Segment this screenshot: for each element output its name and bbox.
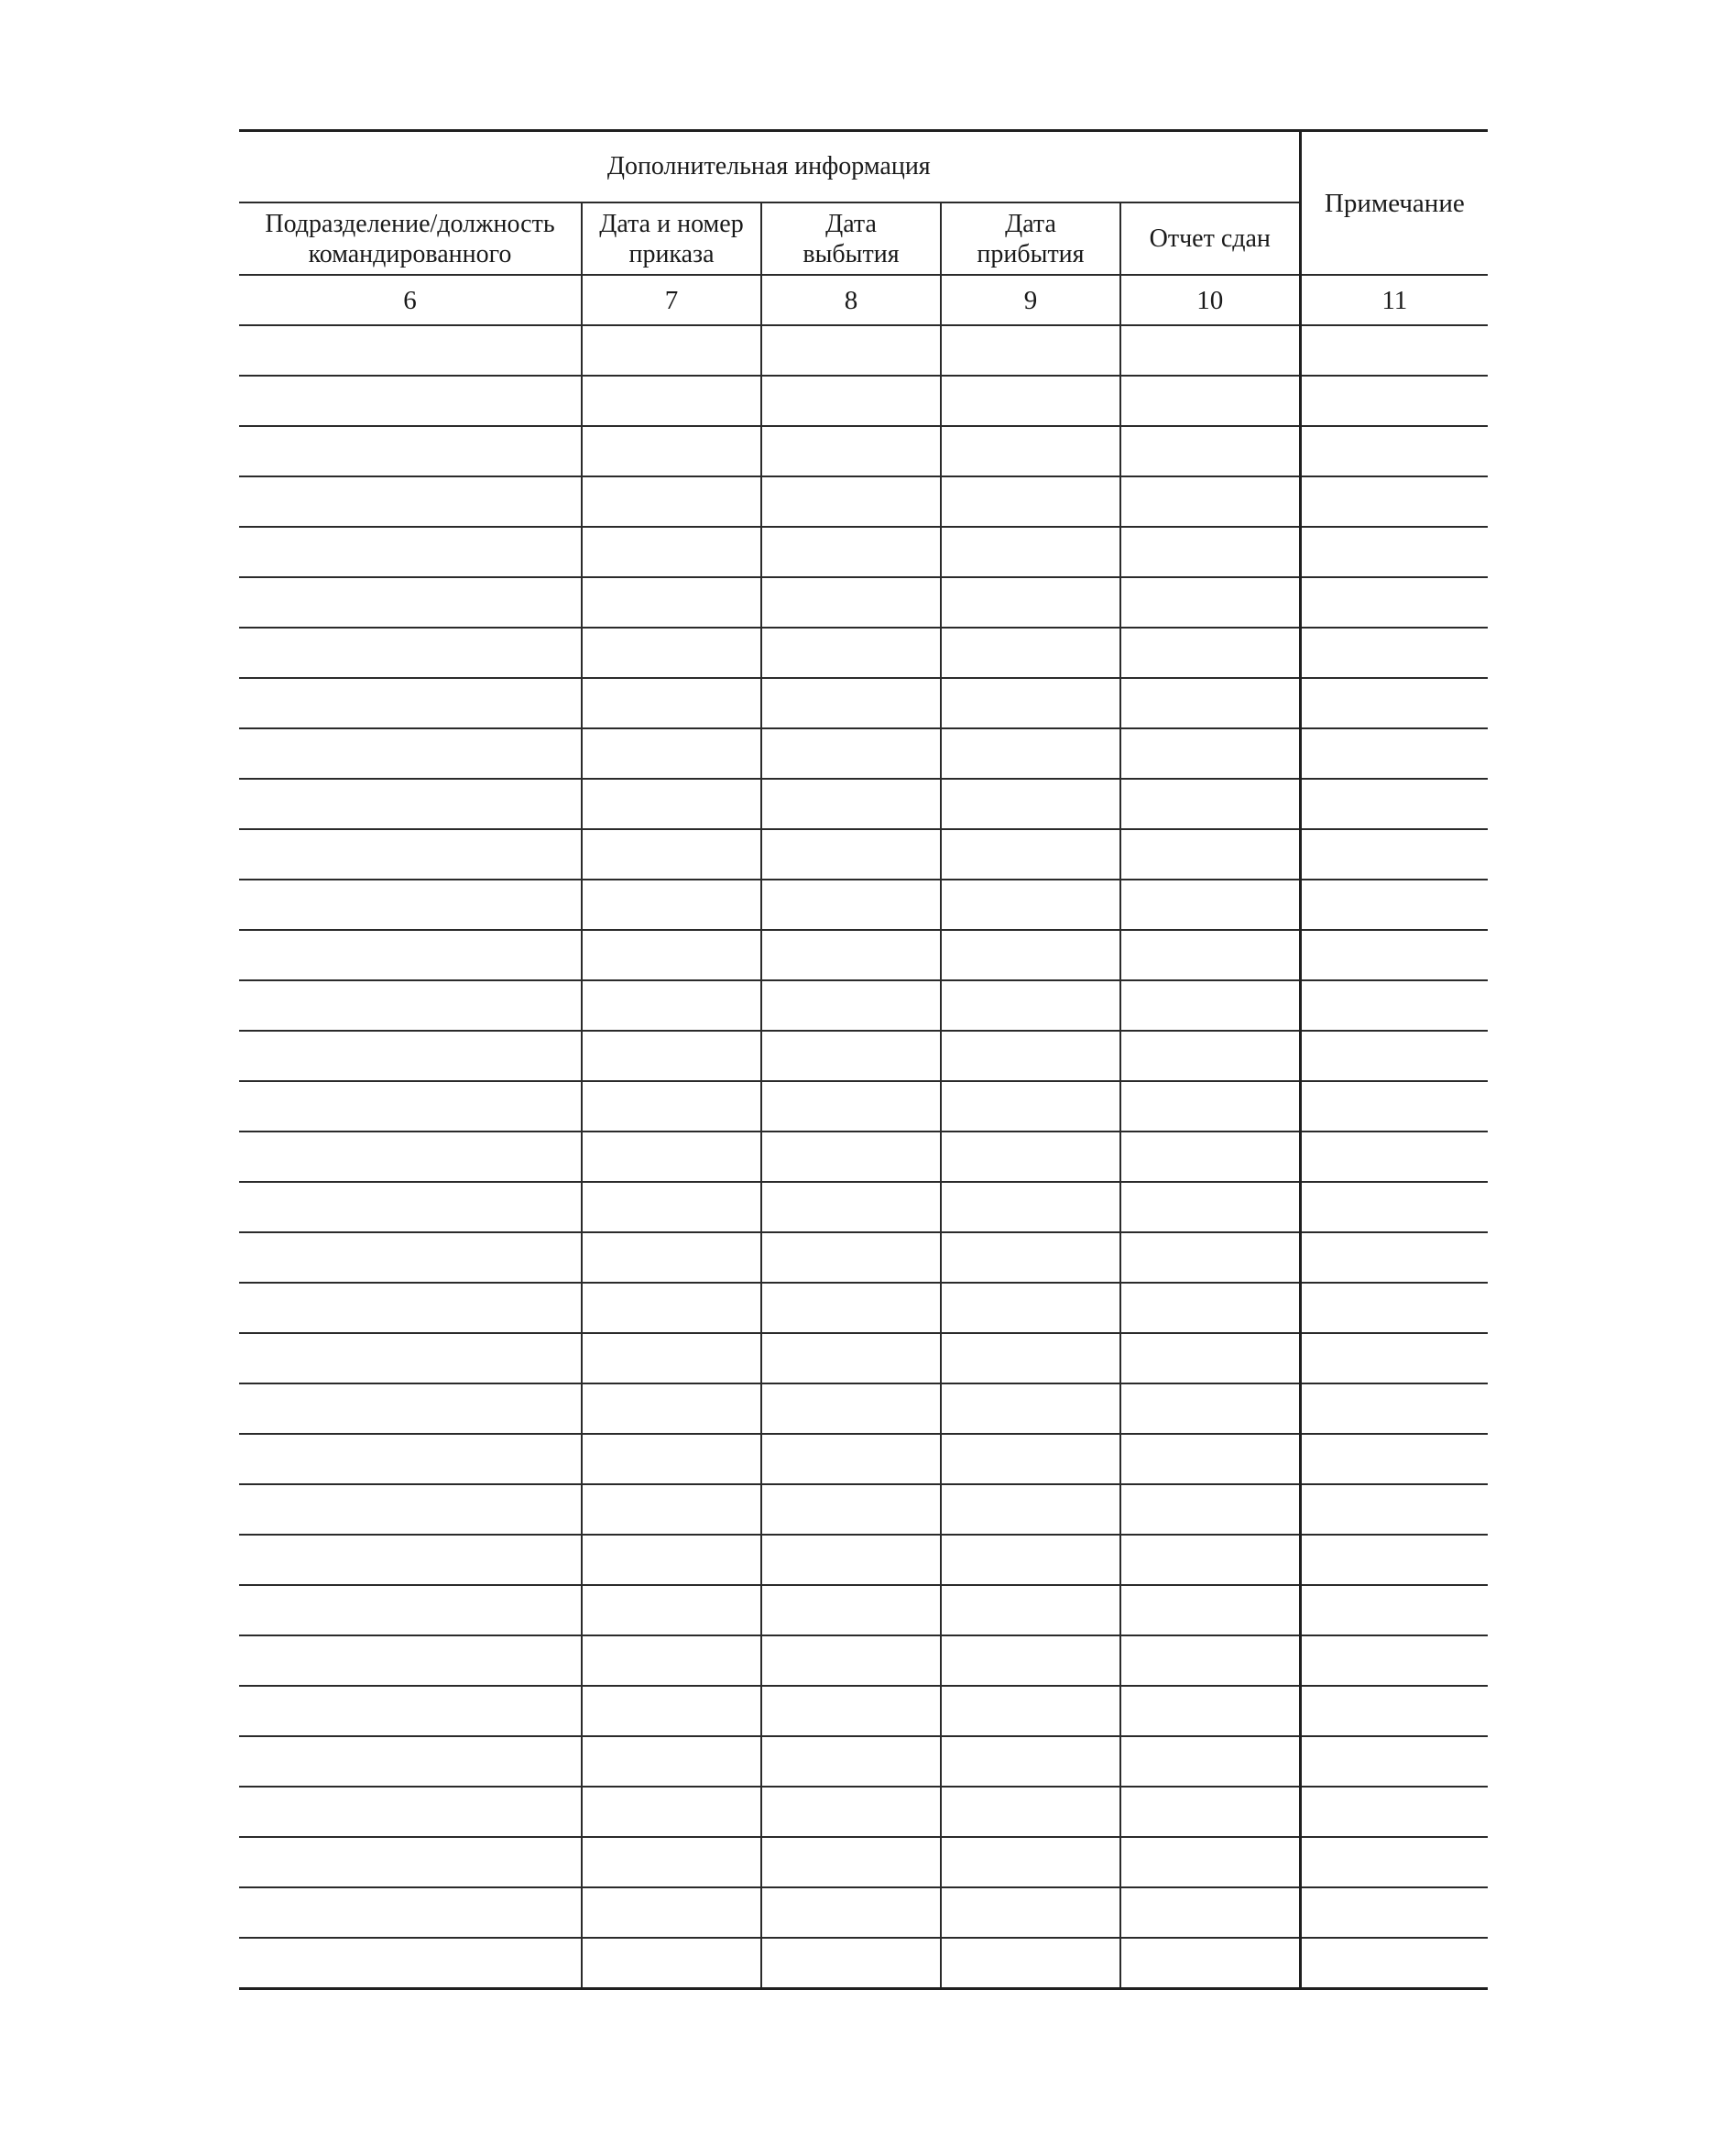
column-number: 7 [582,275,761,325]
table-cell[interactable] [941,1686,1120,1736]
table-cell[interactable] [761,1585,941,1635]
table-cell[interactable] [1300,1837,1488,1887]
table-cell[interactable] [941,880,1120,930]
table-row [239,980,1488,1031]
table-cell[interactable] [239,829,582,880]
table-cell[interactable] [1120,930,1300,980]
table-cell[interactable] [1300,325,1488,376]
table-cell[interactable] [761,1031,941,1081]
table-cell[interactable] [941,577,1120,628]
table-cell[interactable] [1120,527,1300,577]
column-number: 8 [761,275,941,325]
table-cell[interactable] [582,1535,761,1585]
table-row [239,1434,1488,1484]
table-cell[interactable] [1300,476,1488,527]
column-header-department [239,202,582,275]
table-cell[interactable] [941,1484,1120,1535]
table-row [239,325,1488,376]
table-cell[interactable] [761,1232,941,1283]
table-cell[interactable] [239,1686,582,1736]
table-cell[interactable] [761,1787,941,1837]
table-cell[interactable] [761,1887,941,1938]
table-cell[interactable] [941,1585,1120,1635]
table-cell[interactable] [761,728,941,779]
table-cell[interactable] [1300,728,1488,779]
table-cell[interactable] [761,376,941,426]
table-cell[interactable] [239,476,582,527]
column-header-line: прибытия [977,239,1085,268]
table-cell[interactable] [582,1787,761,1837]
table-cell[interactable] [941,829,1120,880]
table-row [239,1383,1488,1434]
table-row [239,829,1488,880]
table-cell[interactable] [761,980,941,1031]
table-cell[interactable] [941,1837,1120,1887]
table-cell[interactable] [941,1383,1120,1434]
table-cell[interactable] [582,728,761,779]
table-cell[interactable] [582,1887,761,1938]
table-cell[interactable] [239,527,582,577]
table-cell[interactable] [1300,779,1488,829]
table-cell[interactable] [761,930,941,980]
table-cell[interactable] [941,376,1120,426]
table-cell[interactable] [761,779,941,829]
table-cell[interactable] [582,1132,761,1182]
table-cell[interactable] [239,1585,582,1635]
table-cell[interactable] [941,1535,1120,1585]
table-cell[interactable] [941,527,1120,577]
table-cell[interactable] [239,426,582,476]
table-cell[interactable] [1120,1132,1300,1182]
table-cell[interactable] [1120,1635,1300,1686]
table-row [239,779,1488,829]
table-cell[interactable] [941,1787,1120,1837]
table-cell[interactable] [761,1535,941,1585]
column-number: 11 [1300,275,1488,325]
table-cell[interactable] [239,1333,582,1383]
table-cell[interactable] [239,1132,582,1182]
table-cell[interactable] [761,628,941,678]
table-cell[interactable] [239,1031,582,1081]
table-cell[interactable] [1300,1383,1488,1434]
table-cell[interactable] [761,829,941,880]
table-cell[interactable] [582,980,761,1031]
table-cell[interactable] [1300,880,1488,930]
table-row [239,1132,1488,1182]
table-cell[interactable] [1120,980,1300,1031]
table-row [239,880,1488,930]
table-cell[interactable] [239,1232,582,1283]
additional-info-header: Дополнительная информация [239,131,1300,203]
table-cell[interactable] [761,880,941,930]
table-cell[interactable] [761,1837,941,1887]
column-header-line: Дата [1005,209,1056,238]
table-cell[interactable] [239,880,582,930]
table-cell[interactable] [941,426,1120,476]
table-row [239,1887,1488,1938]
table-cell[interactable] [239,1283,582,1333]
table-cell[interactable] [1120,376,1300,426]
table-cell[interactable] [582,1938,761,1989]
table-cell[interactable] [941,1132,1120,1182]
table-cell[interactable] [761,1283,941,1333]
column-header-line: командированного [308,239,512,268]
column-header-departure-date [761,202,941,275]
table-cell[interactable] [239,779,582,829]
table-cell[interactable] [761,426,941,476]
table-row [239,527,1488,577]
table-cell[interactable] [761,1484,941,1535]
table-cell[interactable] [761,1736,941,1787]
table-cell[interactable] [1120,1434,1300,1484]
table-cell[interactable] [1300,1938,1488,1989]
table-cell[interactable] [1300,426,1488,476]
table-cell[interactable] [239,1484,582,1535]
table-cell[interactable] [1300,1031,1488,1081]
table-cell[interactable] [941,1283,1120,1333]
table-cell[interactable] [582,1333,761,1383]
table-cell[interactable] [1300,930,1488,980]
table-cell[interactable] [761,1081,941,1132]
table-cell[interactable] [582,426,761,476]
table-cell[interactable] [582,1434,761,1484]
table-cell[interactable] [1300,1686,1488,1736]
table-cell[interactable] [1300,1484,1488,1535]
table-cell[interactable] [1120,728,1300,779]
table-cell[interactable] [1300,1887,1488,1938]
table-cell[interactable] [1120,1081,1300,1132]
table-cell[interactable] [582,577,761,628]
table-cell[interactable] [761,1635,941,1686]
table-cell[interactable] [582,1383,761,1434]
table-cell[interactable] [239,1434,582,1484]
table-cell[interactable] [941,1333,1120,1383]
table-cell[interactable] [761,1383,941,1434]
table-row [239,628,1488,678]
table-cell[interactable] [582,1585,761,1635]
table-cell[interactable] [1120,1837,1300,1887]
column-header-order [582,202,761,275]
table-cell[interactable] [582,325,761,376]
table-cell[interactable] [1120,426,1300,476]
column-header-line: Отчет сдан [1149,224,1271,253]
table-cell[interactable] [239,728,582,779]
table-cell[interactable] [1120,1484,1300,1535]
table-cell[interactable] [761,325,941,376]
table-cell[interactable] [1120,779,1300,829]
table-cell[interactable] [239,930,582,980]
table-cell[interactable] [941,728,1120,779]
table-cell[interactable] [239,577,582,628]
table-cell[interactable] [1120,628,1300,678]
table-cell[interactable] [582,527,761,577]
table-cell[interactable] [1120,1585,1300,1635]
table-row [239,1837,1488,1887]
table-cell[interactable] [1120,1887,1300,1938]
table-cell[interactable] [941,1031,1120,1081]
table-cell[interactable] [941,1434,1120,1484]
table-cell[interactable] [239,1837,582,1887]
table-cell[interactable] [1120,1383,1300,1434]
table-cell[interactable] [239,1535,582,1585]
table-cell[interactable] [1120,1686,1300,1736]
table-cell[interactable] [582,779,761,829]
journal-form [239,129,1488,1990]
table-cell[interactable] [582,1232,761,1283]
table-cell[interactable] [941,476,1120,527]
table-cell[interactable] [1300,1132,1488,1182]
table-cell[interactable] [239,325,582,376]
column-number: 6 [239,275,582,325]
table-cell[interactable] [1120,880,1300,930]
table-cell[interactable] [761,1333,941,1383]
journal-body [239,325,1488,1989]
table-cell[interactable] [239,1736,582,1787]
table-cell[interactable] [582,1837,761,1887]
table-cell[interactable] [1300,1232,1488,1283]
remark-header: Примечание [1300,131,1488,276]
table-cell[interactable] [582,1031,761,1081]
table-cell[interactable] [239,1635,582,1686]
table-row [239,1333,1488,1383]
table-cell[interactable] [239,1938,582,1989]
table-cell[interactable] [239,1383,582,1434]
table-cell[interactable] [941,1081,1120,1132]
table-cell[interactable] [1120,1232,1300,1283]
table-row [239,930,1488,980]
table-row [239,1585,1488,1635]
table-row [239,577,1488,628]
table-cell[interactable] [239,1081,582,1132]
table-row [239,1232,1488,1283]
table-cell[interactable] [1120,1283,1300,1333]
table-cell[interactable] [1120,829,1300,880]
column-number: 10 [1120,275,1300,325]
table-cell[interactable] [582,829,761,880]
column-header-report-submitted [1120,202,1300,275]
table-cell[interactable] [761,1132,941,1182]
table-cell[interactable] [582,376,761,426]
table-cell[interactable] [1300,527,1488,577]
table-cell[interactable] [239,376,582,426]
table-cell[interactable] [582,930,761,980]
table-cell[interactable] [1300,1283,1488,1333]
column-number: 9 [941,275,1120,325]
table-cell[interactable] [941,678,1120,728]
table-cell[interactable] [761,1182,941,1232]
table-row [239,426,1488,476]
table-cell[interactable] [582,880,761,930]
table-cell[interactable] [941,1938,1120,1989]
table-cell[interactable] [761,476,941,527]
table-row [239,1535,1488,1585]
table-cell[interactable] [582,1283,761,1333]
table-cell[interactable] [1120,1182,1300,1232]
table-cell[interactable] [1120,1938,1300,1989]
table-cell[interactable] [582,678,761,728]
table-row [239,376,1488,426]
column-header-line: выбытия [802,239,900,268]
table-cell[interactable] [941,325,1120,376]
table-cell[interactable] [1300,678,1488,728]
table-cell[interactable] [1120,1736,1300,1787]
table-cell[interactable] [761,527,941,577]
table-cell[interactable] [582,1484,761,1535]
table-cell[interactable] [1120,577,1300,628]
table-row [239,476,1488,527]
table-cell[interactable] [1120,325,1300,376]
table-cell[interactable] [582,1635,761,1686]
table-cell[interactable] [239,628,582,678]
table-cell[interactable] [761,1938,941,1989]
table-cell[interactable] [1300,1787,1488,1837]
table-cell[interactable] [1300,376,1488,426]
table-cell[interactable] [1120,1787,1300,1837]
table-cell[interactable] [761,1686,941,1736]
table-cell[interactable] [1300,628,1488,678]
table-row [239,1484,1488,1535]
table-cell[interactable] [239,1887,582,1938]
table-cell[interactable] [239,678,582,728]
table-cell[interactable] [941,1232,1120,1283]
table-cell[interactable] [1120,1031,1300,1081]
table-cell[interactable] [239,980,582,1031]
table-cell[interactable] [1300,829,1488,880]
column-header-line: Дата [825,209,877,238]
table-cell[interactable] [941,1635,1120,1686]
table-cell[interactable] [941,1887,1120,1938]
table-cell[interactable] [1300,1635,1488,1686]
table-row [239,1938,1488,1989]
table-cell[interactable] [1300,1585,1488,1635]
table-row [239,1081,1488,1132]
table-cell[interactable] [1300,1736,1488,1787]
table-cell[interactable] [941,1736,1120,1787]
table-cell[interactable] [582,1686,761,1736]
table-cell[interactable] [941,779,1120,829]
table-cell[interactable] [1300,1535,1488,1585]
table-cell[interactable] [761,577,941,628]
table-cell[interactable] [941,628,1120,678]
table-row [239,728,1488,779]
table-cell[interactable] [1300,1434,1488,1484]
table-cell[interactable] [1300,1182,1488,1232]
column-header-line: приказа [628,239,715,268]
table-row [239,1283,1488,1333]
table-cell[interactable] [582,628,761,678]
table-row [239,1736,1488,1787]
table-cell[interactable] [239,1182,582,1232]
table-cell[interactable] [1300,1081,1488,1132]
table-row [239,678,1488,728]
table-cell[interactable] [1300,1333,1488,1383]
table-row [239,1182,1488,1232]
table-cell[interactable] [941,930,1120,980]
table-cell[interactable] [1120,1333,1300,1383]
table-cell[interactable] [582,1736,761,1787]
table-cell[interactable] [582,476,761,527]
table-row [239,1686,1488,1736]
table-cell[interactable] [761,1434,941,1484]
table-row [239,1635,1488,1686]
table-cell[interactable] [582,1081,761,1132]
table-cell[interactable] [941,1182,1120,1232]
table-cell[interactable] [1120,476,1300,527]
column-header-line: Подразделение/должность [265,209,555,238]
table-row [239,1787,1488,1837]
table-cell[interactable] [1300,577,1488,628]
column-header-line: Дата и номер [599,209,744,238]
table-cell[interactable] [1120,1535,1300,1585]
table-cell[interactable] [941,980,1120,1031]
table-cell[interactable] [239,1787,582,1837]
table-cell[interactable] [1300,980,1488,1031]
table-cell[interactable] [761,678,941,728]
journal-table [239,129,1488,1990]
column-header-arrival-date [941,202,1120,275]
table-cell[interactable] [582,1182,761,1232]
table-cell[interactable] [1120,678,1300,728]
table-row [239,1031,1488,1081]
